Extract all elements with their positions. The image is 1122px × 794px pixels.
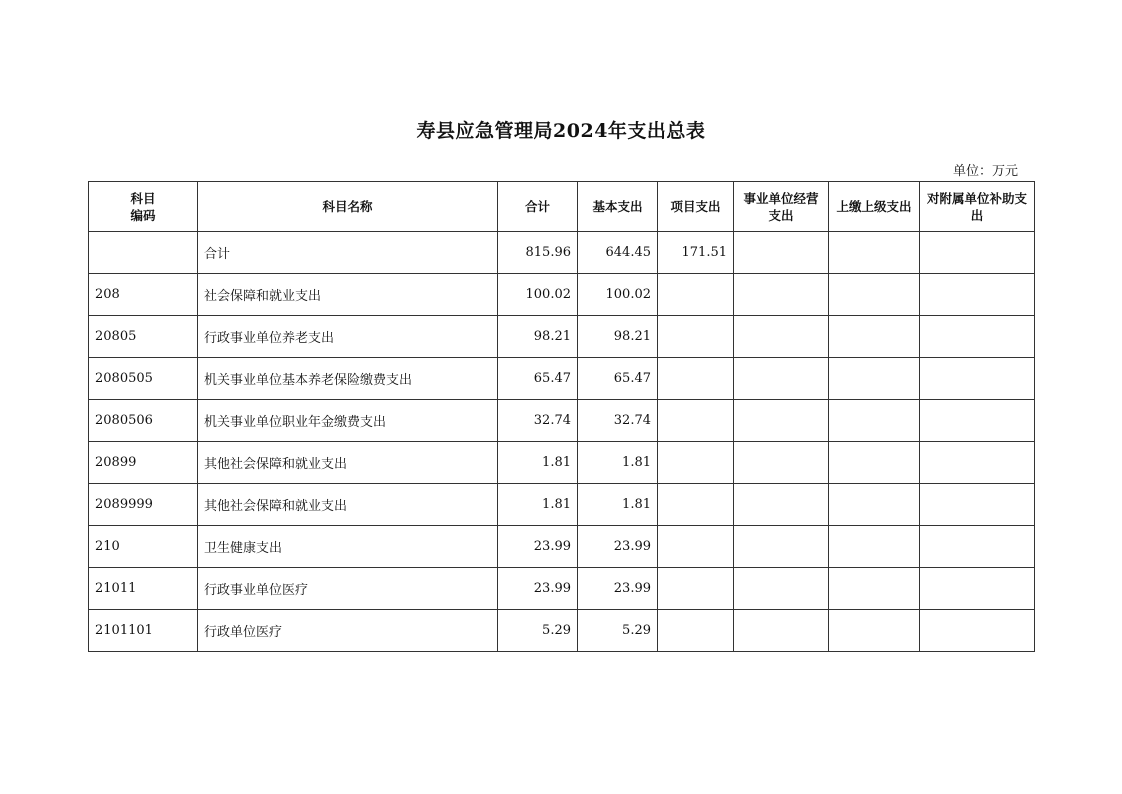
table-row bbox=[89, 526, 1035, 568]
table-row bbox=[89, 610, 1035, 652]
page-title: 寿县应急管理局2024年支出总表 bbox=[416, 120, 706, 142]
table-row bbox=[89, 316, 1035, 358]
cell-project bbox=[658, 316, 734, 358]
cell-basic: 98.21 bbox=[578, 316, 658, 358]
cell-upper bbox=[829, 274, 920, 316]
header-name: 科目名称 bbox=[198, 182, 498, 232]
cell-basic: 100.02 bbox=[578, 274, 658, 316]
table-row bbox=[89, 442, 1035, 484]
cell-total: 32.74 bbox=[498, 400, 578, 442]
header-subsidy-text: 对附属单位补助支出 bbox=[926, 190, 1027, 223]
cell-upper bbox=[829, 484, 920, 526]
cell-subsidy bbox=[920, 400, 1035, 442]
cell-upper bbox=[829, 400, 920, 442]
cell-basic: 1.81 bbox=[578, 442, 658, 484]
cell-code: 2080506 bbox=[89, 400, 198, 442]
cell-code bbox=[89, 232, 198, 274]
header-project: 项目支出 bbox=[658, 182, 734, 232]
header-basic: 基本支出 bbox=[578, 182, 658, 232]
cell-name: 合计 bbox=[198, 232, 498, 274]
cell-project bbox=[658, 358, 734, 400]
cell-total: 815.96 bbox=[498, 232, 578, 274]
cell-upper bbox=[829, 232, 920, 274]
cell-subsidy bbox=[920, 232, 1035, 274]
cell-name: 行政事业单位养老支出 bbox=[198, 316, 498, 358]
cell-total: 1.81 bbox=[498, 484, 578, 526]
cell-name: 机关事业单位基本养老保险缴费支出 bbox=[198, 358, 498, 400]
cell-code: 20899 bbox=[89, 442, 198, 484]
cell-code: 208 bbox=[89, 274, 198, 316]
table-row bbox=[89, 358, 1035, 400]
cell-total: 23.99 bbox=[498, 568, 578, 610]
cell-subsidy bbox=[920, 358, 1035, 400]
cell-project bbox=[658, 610, 734, 652]
cell-subsidy bbox=[920, 526, 1035, 568]
cell-project bbox=[658, 526, 734, 568]
cell-code: 2101101 bbox=[89, 610, 198, 652]
cell-project bbox=[658, 442, 734, 484]
cell-upper bbox=[829, 610, 920, 652]
cell-business bbox=[734, 358, 829, 400]
cell-name: 卫生健康支出 bbox=[198, 526, 498, 568]
header-total: 合计 bbox=[498, 182, 578, 232]
cell-subsidy bbox=[920, 316, 1035, 358]
cell-total: 98.21 bbox=[498, 316, 578, 358]
cell-upper bbox=[829, 526, 920, 568]
cell-name: 社会保障和就业支出 bbox=[198, 274, 498, 316]
cell-name: 机关事业单位职业年金缴费支出 bbox=[198, 400, 498, 442]
table-row bbox=[89, 484, 1035, 526]
cell-business bbox=[734, 232, 829, 274]
header-upper: 上缴上级支出 bbox=[829, 182, 920, 232]
cell-code: 21011 bbox=[89, 568, 198, 610]
cell-project: 171.51 bbox=[658, 232, 734, 274]
header-subsidy bbox=[920, 182, 1035, 232]
cell-project bbox=[658, 400, 734, 442]
cell-name: 行政事业单位医疗 bbox=[198, 568, 498, 610]
cell-business bbox=[734, 568, 829, 610]
cell-business bbox=[734, 274, 829, 316]
cell-subsidy bbox=[920, 610, 1035, 652]
table-row bbox=[89, 568, 1035, 610]
header-business bbox=[734, 182, 829, 232]
cell-project bbox=[658, 484, 734, 526]
cell-upper bbox=[829, 568, 920, 610]
table-row bbox=[89, 400, 1035, 442]
cell-basic: 1.81 bbox=[578, 484, 658, 526]
unit-label: 单位：万元 bbox=[952, 164, 1018, 179]
cell-business bbox=[734, 484, 829, 526]
cell-code: 2089999 bbox=[89, 484, 198, 526]
cell-upper bbox=[829, 316, 920, 358]
table-row bbox=[89, 274, 1035, 316]
cell-code: 2080505 bbox=[89, 358, 198, 400]
cell-upper bbox=[829, 358, 920, 400]
expenditure-table bbox=[88, 181, 1035, 652]
cell-business bbox=[734, 400, 829, 442]
cell-project bbox=[658, 568, 734, 610]
cell-subsidy bbox=[920, 568, 1035, 610]
cell-basic: 23.99 bbox=[578, 568, 658, 610]
cell-total: 1.81 bbox=[498, 442, 578, 484]
cell-basic: 644.45 bbox=[578, 232, 658, 274]
cell-name: 其他社会保障和就业支出 bbox=[198, 442, 498, 484]
cell-subsidy bbox=[920, 274, 1035, 316]
cell-subsidy bbox=[920, 484, 1035, 526]
cell-code: 210 bbox=[89, 526, 198, 568]
header-business-text: 事业单位经营支出 bbox=[743, 190, 819, 223]
cell-business bbox=[734, 610, 829, 652]
cell-basic: 5.29 bbox=[578, 610, 658, 652]
cell-upper bbox=[829, 442, 920, 484]
cell-name: 其他社会保障和就业支出 bbox=[198, 484, 498, 526]
header-code bbox=[89, 182, 198, 232]
cell-business bbox=[734, 442, 829, 484]
cell-business bbox=[734, 526, 829, 568]
cell-project bbox=[658, 274, 734, 316]
cell-basic: 32.74 bbox=[578, 400, 658, 442]
cell-total: 23.99 bbox=[498, 526, 578, 568]
cell-basic: 23.99 bbox=[578, 526, 658, 568]
table-header-row bbox=[89, 182, 1035, 232]
table-row bbox=[89, 232, 1035, 274]
cell-subsidy bbox=[920, 442, 1035, 484]
cell-total: 100.02 bbox=[498, 274, 578, 316]
header-code-text: 科目编码 bbox=[130, 190, 156, 223]
cell-total: 5.29 bbox=[498, 610, 578, 652]
cell-total: 65.47 bbox=[498, 358, 578, 400]
cell-name: 行政单位医疗 bbox=[198, 610, 498, 652]
cell-business bbox=[734, 316, 829, 358]
cell-code: 20805 bbox=[89, 316, 198, 358]
cell-basic: 65.47 bbox=[578, 358, 658, 400]
